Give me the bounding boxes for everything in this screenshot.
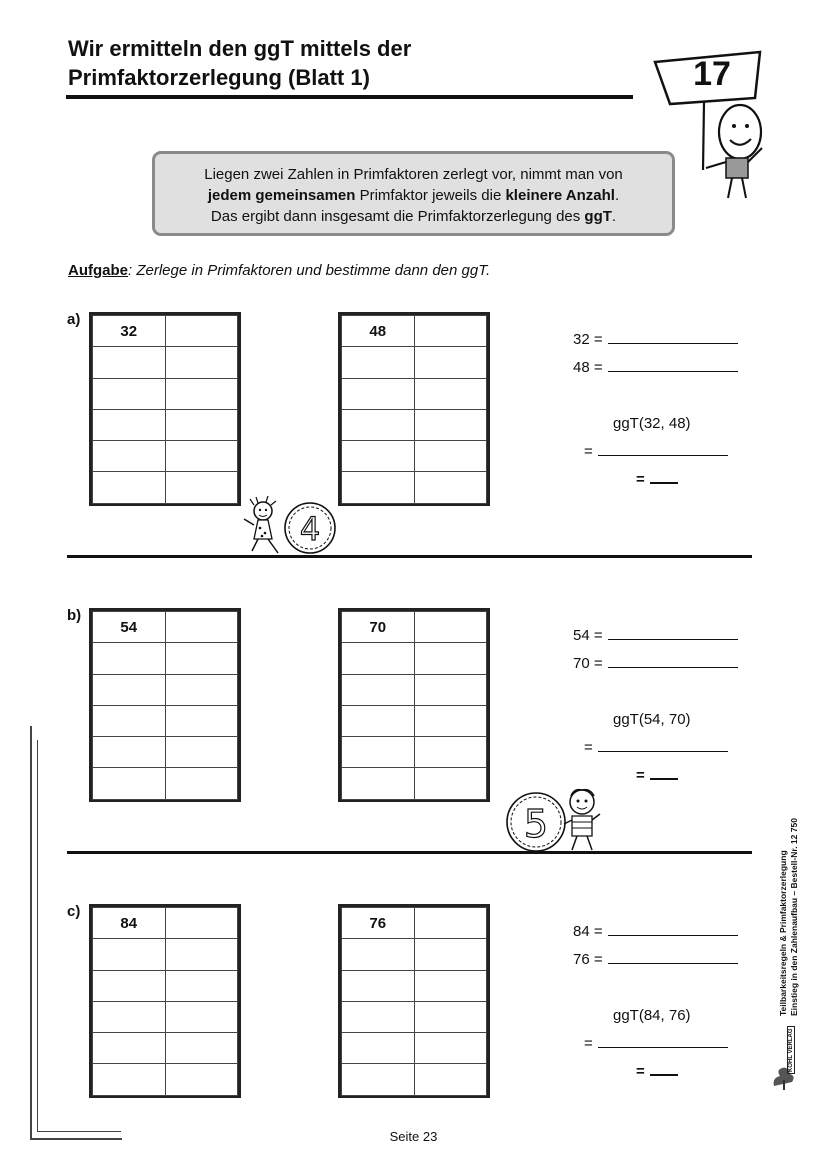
- rule-info-box: [152, 151, 675, 236]
- grid-cell[interactable]: [93, 1064, 166, 1095]
- equation-a-2: [573, 359, 738, 376]
- grid-number: 70: [342, 612, 415, 643]
- grid-cell[interactable]: [414, 409, 487, 440]
- result-blank[interactable]: [650, 1063, 678, 1076]
- grid-number: 48: [342, 316, 415, 347]
- grid-cell[interactable]: [165, 1033, 238, 1064]
- answer-blank[interactable]: [608, 655, 738, 668]
- grid-cell[interactable]: [342, 737, 415, 768]
- task-text: : Zerlege in Primfaktoren und bestimme dann den ggT.: [128, 262, 491, 279]
- grid-cell[interactable]: [165, 970, 238, 1001]
- grid-cell[interactable]: [93, 441, 166, 472]
- corner-frame-line: [30, 726, 32, 1139]
- coin-number: 5: [523, 802, 549, 846]
- answer-blank[interactable]: [598, 739, 728, 752]
- factor-grid-c-right: [338, 904, 490, 1098]
- equation-label: 76 =: [573, 951, 603, 968]
- grid-cell[interactable]: [165, 1064, 238, 1095]
- grid-cell[interactable]: [93, 1001, 166, 1032]
- grid-cell[interactable]: [93, 674, 166, 705]
- grid-cell[interactable]: [93, 347, 166, 378]
- section-label-a: a): [67, 311, 81, 328]
- info-line-3-end: .: [611, 208, 617, 225]
- title-underline: [66, 95, 633, 99]
- grid-cell[interactable]: [414, 737, 487, 768]
- grid-cell[interactable]: [342, 1064, 415, 1095]
- ggt-label-c: ggT(84, 76): [613, 1007, 691, 1024]
- answer-blank[interactable]: [608, 627, 738, 640]
- kid-with-coin-4-illustration: [238, 495, 338, 557]
- grid-cell[interactable]: [414, 643, 487, 674]
- publication-sidebar: [778, 818, 800, 1016]
- grid-cell[interactable]: [165, 441, 238, 472]
- info-line-2: [155, 185, 672, 206]
- grid-cell[interactable]: [342, 347, 415, 378]
- grid-cell[interactable]: [165, 347, 238, 378]
- grid-cell[interactable]: [414, 612, 487, 643]
- grid-cell[interactable]: [342, 1033, 415, 1064]
- grid-cell[interactable]: [414, 970, 487, 1001]
- grid-cell[interactable]: [93, 1033, 166, 1064]
- equation-label: 54 =: [573, 627, 603, 644]
- grid-cell[interactable]: [93, 737, 166, 768]
- grid-cell[interactable]: [165, 908, 238, 939]
- ggt-factor-line-a: [584, 443, 728, 460]
- grid-cell[interactable]: [165, 768, 238, 799]
- grid-cell[interactable]: [342, 441, 415, 472]
- answer-blank[interactable]: [608, 331, 738, 344]
- grid-cell[interactable]: [165, 472, 238, 503]
- grid-cell[interactable]: [165, 1001, 238, 1032]
- coin-number: 4: [299, 510, 321, 548]
- grid-cell[interactable]: [93, 472, 166, 503]
- grid-cell[interactable]: [414, 472, 487, 503]
- grid-cell[interactable]: [414, 674, 487, 705]
- grid-cell[interactable]: [414, 768, 487, 799]
- factor-grid-b-left: [89, 608, 241, 802]
- grid-cell[interactable]: [342, 705, 415, 736]
- equation-c-2: [573, 951, 738, 968]
- grid-number: 76: [342, 908, 415, 939]
- result-blank[interactable]: [650, 471, 678, 484]
- grid-cell[interactable]: [93, 970, 166, 1001]
- page-title: [68, 34, 411, 92]
- section-divider: [67, 555, 752, 558]
- equation-a-1: [573, 331, 738, 348]
- publisher-tree-logo: [770, 1040, 800, 1090]
- grid-cell[interactable]: [165, 737, 238, 768]
- sheet-number: 17: [693, 55, 731, 93]
- equation-c-1: [573, 923, 738, 940]
- grid-cell[interactable]: [165, 705, 238, 736]
- info-line-1: Liegen zwei Zahlen in Primfaktoren zerlegt vor, nimmt man von: [204, 166, 623, 183]
- ggt-label-a: ggT(32, 48): [613, 415, 691, 432]
- ggt-factor-line-c: [584, 1035, 728, 1052]
- ggt-factor-line-b: [584, 739, 728, 756]
- grid-number: 84: [93, 908, 166, 939]
- grid-cell[interactable]: [414, 1033, 487, 1064]
- grid-cell[interactable]: [342, 939, 415, 970]
- equals-sign: =: [584, 739, 593, 756]
- equals-sign: =: [636, 471, 645, 488]
- grid-cell[interactable]: [93, 378, 166, 409]
- grid-number: 54: [93, 612, 166, 643]
- equation-label: 32 =: [573, 331, 603, 348]
- ggt-result-c: [636, 1063, 678, 1080]
- grid-cell[interactable]: [414, 441, 487, 472]
- grid-cell[interactable]: [342, 768, 415, 799]
- task-instruction: [68, 262, 490, 279]
- equation-b-1: [573, 627, 738, 644]
- info-line-2-mid: Primfaktor jeweils die: [355, 187, 506, 204]
- equation-label: 70 =: [573, 655, 603, 672]
- grid-cell[interactable]: [93, 409, 166, 440]
- corner-frame-line: [37, 740, 38, 1132]
- grid-cell[interactable]: [165, 612, 238, 643]
- grid-cell[interactable]: [165, 674, 238, 705]
- grid-cell[interactable]: [165, 316, 238, 347]
- grid-cell[interactable]: [342, 970, 415, 1001]
- ggt-result-a: [636, 471, 678, 488]
- page-number: Seite 23: [389, 1129, 438, 1144]
- sidebar-line-1: Teilbarkeitsregeln & Primfaktorzerlegung: [778, 850, 788, 1016]
- sidebar-line-2: Einstieg in den Zahlenaufbau – Bestell-Nr. 12 750: [789, 818, 799, 1016]
- equals-sign: =: [584, 1035, 593, 1052]
- grid-cell[interactable]: [342, 409, 415, 440]
- factor-grid-a-right: [338, 312, 490, 506]
- ggt-result-b: [636, 767, 678, 784]
- grid-cell[interactable]: [165, 378, 238, 409]
- grid-cell[interactable]: [342, 674, 415, 705]
- grid-number: 32: [93, 316, 166, 347]
- equals-sign: =: [636, 1063, 645, 1080]
- title-line-2: Primfaktorzerlegung (Blatt 1): [68, 65, 370, 90]
- info-bold-1: jedem gemeinsamen: [207, 187, 356, 204]
- grid-cell[interactable]: [165, 409, 238, 440]
- grid-cell[interactable]: [414, 705, 487, 736]
- grid-cell[interactable]: [342, 643, 415, 674]
- grid-cell[interactable]: [165, 939, 238, 970]
- publisher-name: KOHL VERLAG: [788, 1028, 794, 1072]
- section-divider: [67, 851, 752, 854]
- kid-with-coin-5-illustration: [502, 786, 606, 854]
- info-line-3-start: Das ergibt dann insgesamt die Primfaktorzerlegung des: [210, 208, 585, 225]
- answer-blank[interactable]: [608, 923, 738, 936]
- grid-cell[interactable]: [93, 939, 166, 970]
- factor-grid-b-right: [338, 608, 490, 802]
- factor-grid-a-left: [89, 312, 241, 506]
- result-blank[interactable]: [650, 767, 678, 780]
- grid-cell[interactable]: [414, 347, 487, 378]
- section-label-c: c): [67, 903, 81, 920]
- info-bold-3: ggT: [584, 208, 612, 225]
- equals-sign: =: [636, 767, 645, 784]
- grid-cell[interactable]: [342, 1001, 415, 1032]
- grid-cell[interactable]: [414, 1064, 487, 1095]
- grid-cell[interactable]: [93, 705, 166, 736]
- answer-blank[interactable]: [608, 359, 738, 372]
- answer-blank[interactable]: [608, 951, 738, 964]
- grid-cell[interactable]: [342, 472, 415, 503]
- section-label-b: b): [67, 607, 82, 624]
- task-label: Aufgabe: [68, 262, 128, 279]
- factor-grid-c-left: [89, 904, 241, 1098]
- grid-cell[interactable]: [414, 1001, 487, 1032]
- grid-cell[interactable]: [93, 768, 166, 799]
- equals-sign: =: [584, 443, 593, 460]
- info-line-2-end: .: [614, 187, 620, 204]
- info-bold-2: kleinere Anzahl: [505, 187, 615, 204]
- grid-cell[interactable]: [93, 643, 166, 674]
- grid-cell[interactable]: [342, 378, 415, 409]
- grid-cell[interactable]: [414, 316, 487, 347]
- info-line-3: [155, 206, 672, 227]
- answer-blank[interactable]: [598, 1035, 728, 1048]
- equation-label: 48 =: [573, 359, 603, 376]
- equation-b-2: [573, 655, 738, 672]
- grid-cell[interactable]: [414, 939, 487, 970]
- equation-label: 84 =: [573, 923, 603, 940]
- title-line-1: Wir ermitteln den ggT mittels der: [68, 36, 412, 61]
- grid-cell[interactable]: [414, 908, 487, 939]
- grid-cell[interactable]: [165, 643, 238, 674]
- ggt-label-b: ggT(54, 70): [613, 711, 691, 728]
- answer-blank[interactable]: [598, 443, 728, 456]
- grid-cell[interactable]: [414, 378, 487, 409]
